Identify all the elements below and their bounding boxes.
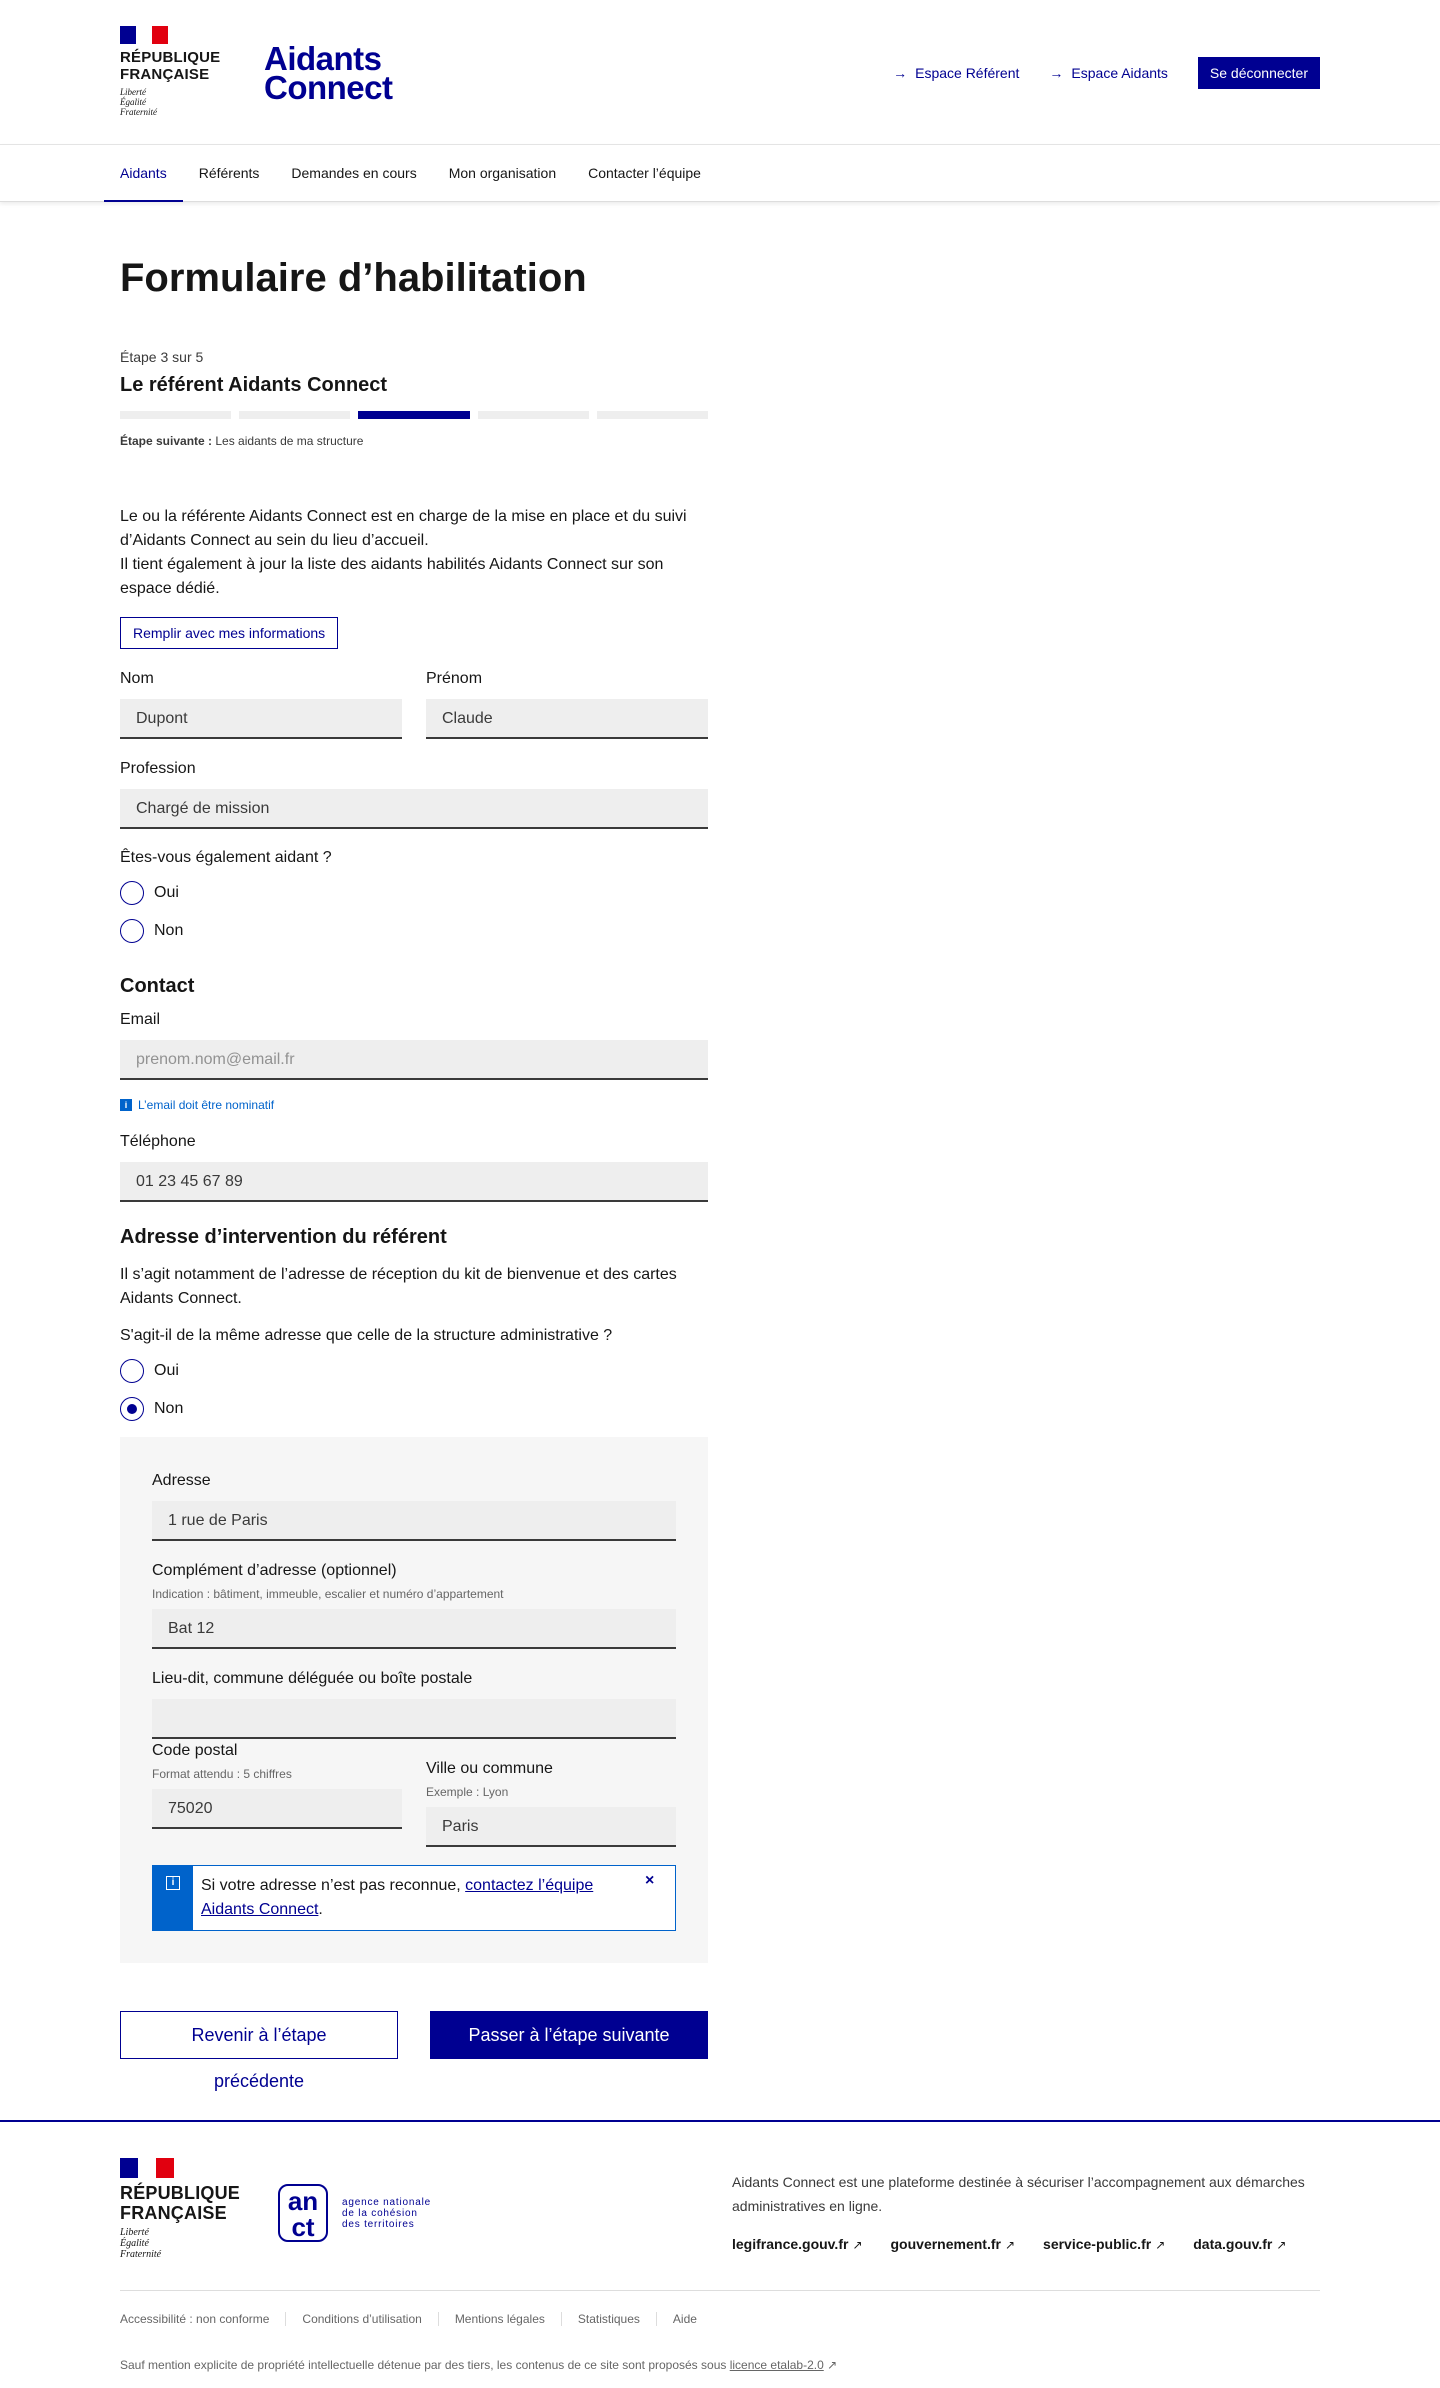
complement-label: Complément d’adresse (optionnel) <box>152 1562 397 1579</box>
ville-hint: Exemple : Lyon <box>426 1785 509 1799</box>
alert-text-end: . <box>318 1901 323 1918</box>
lieudit-field-group <box>152 1667 676 1739</box>
address-section-title: Adresse d’intervention du référent <box>120 1226 447 1248</box>
footer-link-gouvernement[interactable] <box>891 2236 1016 2252</box>
footer-link-legifrance[interactable] <box>732 2236 863 2252</box>
license-link[interactable]: licence etalab-2.0 <box>729 2358 824 2372</box>
next-step-value: Les aidants de ma structure <box>215 434 364 448</box>
footer-link-label: service-public.fr <box>1043 2236 1152 2252</box>
intro-paragraph-1: Le ou la référente Aidants Connect est en charge de la mise en place et du suivi d’Aidants Connect au sein du lieu d’accueil. <box>120 508 687 549</box>
code-postal-input[interactable]: 75020 <box>152 1789 402 1829</box>
ville-input[interactable]: Paris <box>426 1807 676 1847</box>
step-segment-2 <box>239 411 350 419</box>
radio-unchecked-icon <box>120 881 144 905</box>
radio-unchecked-icon <box>120 1359 144 1383</box>
ville-label: Ville ou commune <box>426 1760 553 1777</box>
external-link-icon: ↗ <box>1004 2238 1016 2252</box>
adresse-input[interactable]: 1 rue de Paris <box>152 1501 676 1541</box>
footer-link-label: gouvernement.fr <box>890 2236 1001 2252</box>
footer-rf-logo[interactable] <box>120 2158 240 2260</box>
step-segment-4 <box>478 411 589 419</box>
footer-devise <box>120 2227 240 2260</box>
address-description: Il s’agit notamment de l’adresse de réception du kit de bienvenue et des cartes Aidants Connect. <box>120 1266 677 1307</box>
previous-step-button[interactable]: Revenir à l’étape précédente <box>120 2011 398 2059</box>
step-segment-1 <box>120 411 231 419</box>
footer-help-link[interactable]: Aide <box>672 2312 697 2326</box>
form-actions <box>120 2011 708 2091</box>
anct-mark-icon <box>278 2184 328 2242</box>
site-footer <box>0 2120 1440 2388</box>
main-content <box>120 255 708 2091</box>
close-icon[interactable]: × <box>645 1872 655 1889</box>
footer-devise-egalite: Égalité <box>120 2238 149 2249</box>
footer-rf-text <box>120 2183 240 2223</box>
site-header <box>0 0 1440 145</box>
next-step-label: Étape suivante : <box>120 434 213 448</box>
intro-text <box>120 505 708 601</box>
radio-label: Non <box>154 922 184 939</box>
brand-line-2: Connect <box>264 69 393 106</box>
stepper-meta: Étape 3 sur 5 <box>120 349 204 365</box>
aidants-connect-logo[interactable] <box>264 40 393 106</box>
same-address-question: S'agit-il de la même adresse que celle de la structure administrative ? <box>120 1327 613 1344</box>
footer-divider <box>120 2290 1320 2291</box>
alert-side-bar <box>153 1866 193 1930</box>
anct-line-3: des territoires <box>342 2218 415 2230</box>
espace-aidants-link[interactable] <box>1049 65 1168 81</box>
code-postal-label: Code postal <box>152 1742 238 1759</box>
complement-input[interactable]: Bat 12 <box>152 1609 676 1649</box>
complement-hint: Indication : bâtiment, immeuble, escalier et numéro d’appartement <box>152 1587 504 1601</box>
aidant-question: Êtes-vous également aidant ? <box>120 849 332 866</box>
espace-referent-label: Espace Référent <box>915 65 1020 81</box>
radio-unchecked-icon <box>120 919 144 943</box>
adresse-label: Adresse <box>152 1472 211 1489</box>
stepper-progress <box>120 411 708 419</box>
header-tools <box>893 57 1320 89</box>
footer-link-service-public[interactable] <box>1043 2236 1165 2252</box>
radio-label: Non <box>154 1400 184 1417</box>
logout-button[interactable]: Se déconnecter <box>1198 57 1320 89</box>
info-icon: i <box>166 1876 180 1890</box>
email-hint <box>120 1098 708 1112</box>
next-step-button[interactable]: Passer à l’étape suivante <box>430 2011 708 2059</box>
footer-description: Aidants Connect est une plateforme destinée à sécuriser l’accompagnement aux démarches administratives en ligne. <box>732 2174 1305 2214</box>
footer-stats-link[interactable]: Statistiques <box>562 2312 657 2326</box>
lieudit-input[interactable] <box>152 1699 676 1739</box>
anct-mark-line-2: ct <box>291 2212 315 2242</box>
prenom-input[interactable]: Claude <box>426 699 708 739</box>
nom-field-group <box>120 667 402 739</box>
footer-rf-line-2: FRANÇAISE <box>120 2203 227 2223</box>
contact-team-link[interactable]: contactez l’équipe Aidants Connect <box>201 1877 594 1918</box>
same-address-radio-non[interactable] <box>120 1397 708 1421</box>
devise <box>120 87 230 117</box>
espace-referent-link[interactable] <box>893 65 1019 81</box>
devise-egalite: Égalité <box>120 97 146 107</box>
telephone-field-group <box>120 1130 708 1202</box>
footer-link-label: legifrance.gouv.fr <box>732 2236 849 2252</box>
french-flag-icon <box>120 26 168 44</box>
complement-field-group <box>152 1559 676 1649</box>
espace-aidants-label: Espace Aidants <box>1071 65 1168 81</box>
step-segment-3 <box>358 411 469 419</box>
arrow-right-icon: → <box>1049 65 1064 81</box>
footer-devise-fraternite: Fraternité <box>120 2249 162 2260</box>
aidant-radio-non[interactable] <box>120 919 708 943</box>
profession-field-group <box>120 757 708 829</box>
anct-mark-line-1: an <box>287 2186 319 2216</box>
telephone-label: Téléphone <box>120 1133 196 1150</box>
footer-link-label: data.gouv.fr <box>1193 2236 1273 2252</box>
devise-liberte: Liberté <box>120 87 146 97</box>
footer-bottom-links <box>120 2312 713 2326</box>
radio-checked-icon <box>120 1397 144 1421</box>
nav-item-contact[interactable]: Contacter l’équipe <box>588 165 701 181</box>
prenom-label: Prénom <box>426 670 483 687</box>
code-postal-hint: Format attendu : 5 chiffres <box>152 1767 292 1781</box>
lieudit-label: Lieu-dit, commune déléguée ou boîte postale <box>152 1670 473 1687</box>
nav-item-organisation[interactable]: Mon organisation <box>448 165 557 181</box>
arrow-right-icon: → <box>893 65 908 81</box>
anct-logo[interactable] <box>278 2184 431 2242</box>
rf-text <box>120 49 230 83</box>
email-hint-text: L’email doit être nominatif <box>138 1098 275 1112</box>
footer-legal-link[interactable]: Mentions légales <box>439 2312 562 2326</box>
nav-item-aidants[interactable]: Aidants <box>104 145 183 202</box>
stepper-next <box>120 434 708 448</box>
alert-text <box>193 1866 645 1930</box>
anct-line-2: de la cohésion <box>342 2207 418 2219</box>
external-link-icon: ↗ <box>1276 2238 1287 2252</box>
french-flag-icon <box>120 2158 174 2178</box>
footer-rf-line-1: RÉPUBLIQUE <box>120 2183 241 2203</box>
radio-label: Oui <box>154 1362 179 1379</box>
anct-words <box>342 2197 431 2230</box>
alert-text-start: Si votre adresse n’est pas reconnue, <box>201 1877 466 1894</box>
address-fields-box <box>120 1437 708 1963</box>
same-address-radio-oui[interactable] <box>120 1359 708 1383</box>
email-label: Email <box>120 1011 161 1028</box>
telephone-input[interactable]: 01 23 45 67 89 <box>120 1162 708 1202</box>
adresse-field-group <box>152 1469 676 1541</box>
info-icon: i <box>120 1099 132 1111</box>
fill-with-my-info-button[interactable]: Remplir avec mes informations <box>120 617 338 649</box>
anct-line-1: agence nationale <box>342 2196 431 2208</box>
aidant-radio-oui[interactable] <box>120 881 708 905</box>
profession-label: Profession <box>120 760 196 777</box>
nav-item-demandes[interactable]: Demandes en cours <box>291 165 417 181</box>
footer-accessibility-link[interactable]: Accessibilité : non conforme <box>120 2312 286 2326</box>
footer-link-data-gouv[interactable] <box>1193 2236 1286 2252</box>
brand-line-1: Aidants <box>264 40 382 77</box>
stepper-title: Le référent Aidants Connect <box>120 374 388 396</box>
prenom-field-group <box>426 667 708 739</box>
footer-devise-liberte: Liberté <box>120 2227 149 2238</box>
nom-input[interactable]: Dupont <box>120 699 402 739</box>
nav-item-referents[interactable]: Référents <box>198 165 260 181</box>
nom-label: Nom <box>120 670 154 687</box>
radio-label: Oui <box>154 884 179 901</box>
stepper <box>120 349 708 448</box>
main-nav <box>0 145 1440 202</box>
rf-line-2: FRANÇAISE <box>120 66 210 83</box>
profession-input[interactable]: Chargé de mission <box>120 789 708 829</box>
intro-paragraph-2: Il tient également à jour la liste des aidants habilités Aidants Connect sur son espace dédié. <box>120 556 664 597</box>
republique-francaise-logo[interactable] <box>120 26 230 117</box>
footer-license <box>120 2358 837 2372</box>
contact-section-title: Contact <box>120 975 195 997</box>
external-link-icon: ↗ <box>823 2358 838 2372</box>
email-input[interactable]: prenom.nom@email.fr <box>120 1040 708 1080</box>
ville-field-group <box>426 1757 676 1847</box>
email-field-group <box>120 1008 708 1080</box>
devise-fraternite: Fraternité <box>120 107 157 117</box>
code-postal-field-group <box>152 1739 402 1847</box>
footer-external-links <box>732 2236 1286 2252</box>
footer-cgu-link[interactable]: Conditions d’utilisation <box>286 2312 438 2326</box>
external-link-icon: ↗ <box>852 2238 863 2252</box>
external-link-icon: ↗ <box>1155 2238 1166 2252</box>
rf-line-1: RÉPUBLIQUE <box>120 49 221 66</box>
page-title: Formulaire d’habilitation <box>120 256 587 300</box>
step-segment-5 <box>597 411 708 419</box>
license-text: Sauf mention explicite de propriété intellectuelle détenue par des tiers, les contenus de ce site sont proposés sous <box>120 2358 730 2372</box>
address-info-alert <box>152 1865 676 1931</box>
